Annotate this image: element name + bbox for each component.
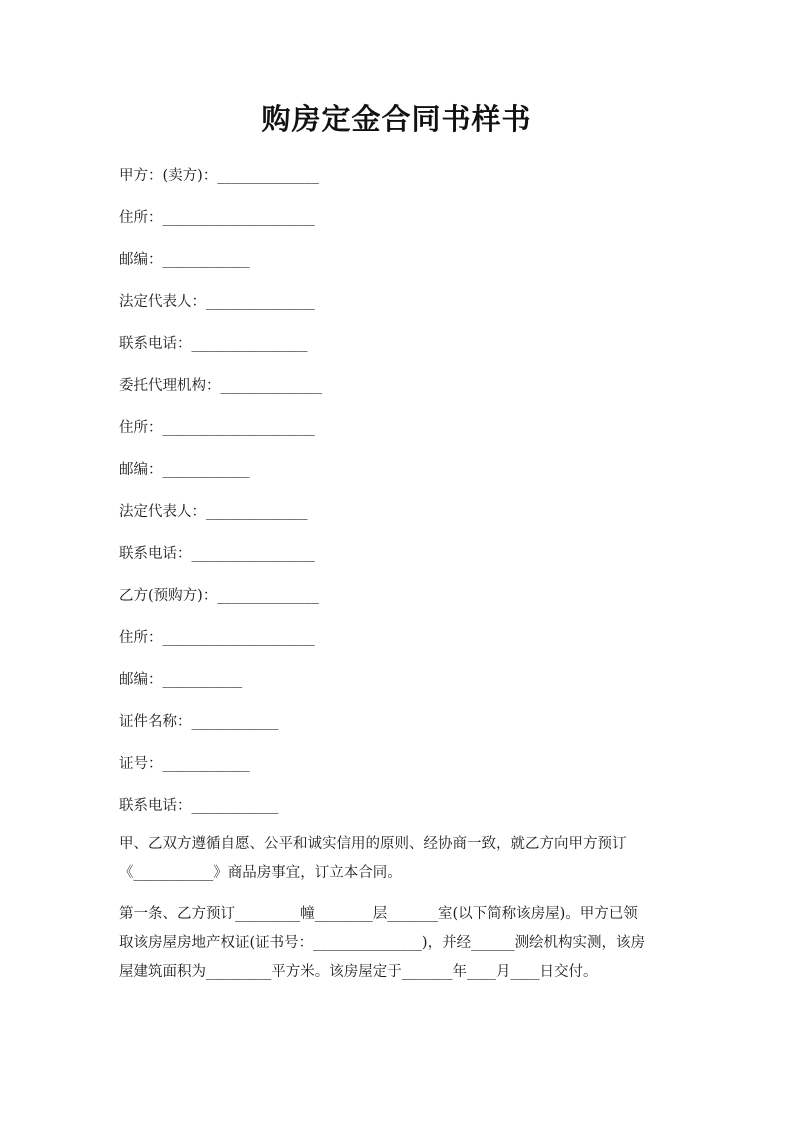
seller-party-field: 甲方：(卖方)：______________ bbox=[119, 168, 319, 184]
article-1-line-3: 屋建筑面积为_________平方米。该房屋定于_______年____月____日交付。 bbox=[119, 964, 598, 980]
buyer-address-field: 住所：_____________________ bbox=[119, 630, 315, 646]
intro-line-1: 甲、乙双方遵循自愿、公平和诚实信用的原则、经协商一致，就乙方向甲方预订 bbox=[119, 836, 627, 852]
buyer-phone-field: 联系电话：____________ bbox=[119, 798, 279, 814]
agency-phone-field: 联系电话：_________________ bbox=[119, 546, 315, 562]
buyer-party-field: 乙方(预购方)：______________ bbox=[119, 588, 319, 604]
intro-paragraph bbox=[119, 830, 679, 888]
agency-postcode-field: 邮编：____________ bbox=[119, 462, 250, 478]
intro-line-2: 《___________》商品房事宜，订立本合同。 bbox=[119, 865, 402, 881]
buyer-postcode-field: 邮编：___________ bbox=[119, 672, 243, 688]
agency-legal-rep-field: 法定代表人：______________ bbox=[119, 504, 308, 520]
seller-legal-rep-field: 法定代表人：_______________ bbox=[119, 294, 315, 310]
article-1-paragraph bbox=[119, 900, 679, 987]
document-title: 购房定金合同书样书 bbox=[261, 102, 532, 136]
article-1-line-2: 取该房屋房地产权证(证书号：_______________)，并经______测绘机构实测，该房 bbox=[119, 935, 646, 951]
buyer-id-number-field: 证号：____________ bbox=[119, 756, 250, 772]
seller-address-field: 住所：_____________________ bbox=[119, 210, 315, 226]
buyer-id-type-field: 证件名称：____________ bbox=[119, 714, 279, 730]
article-1-line-1: 第一条、乙方预订_________幢________层_______室(以下简称该房屋)。甲方已领 bbox=[119, 906, 638, 922]
seller-postcode-field: 邮编：____________ bbox=[119, 252, 250, 268]
agency-address-field: 住所：_____________________ bbox=[119, 420, 315, 436]
agency-field: 委托代理机构：______________ bbox=[119, 378, 322, 394]
seller-phone-field: 联系电话：________________ bbox=[119, 336, 308, 352]
